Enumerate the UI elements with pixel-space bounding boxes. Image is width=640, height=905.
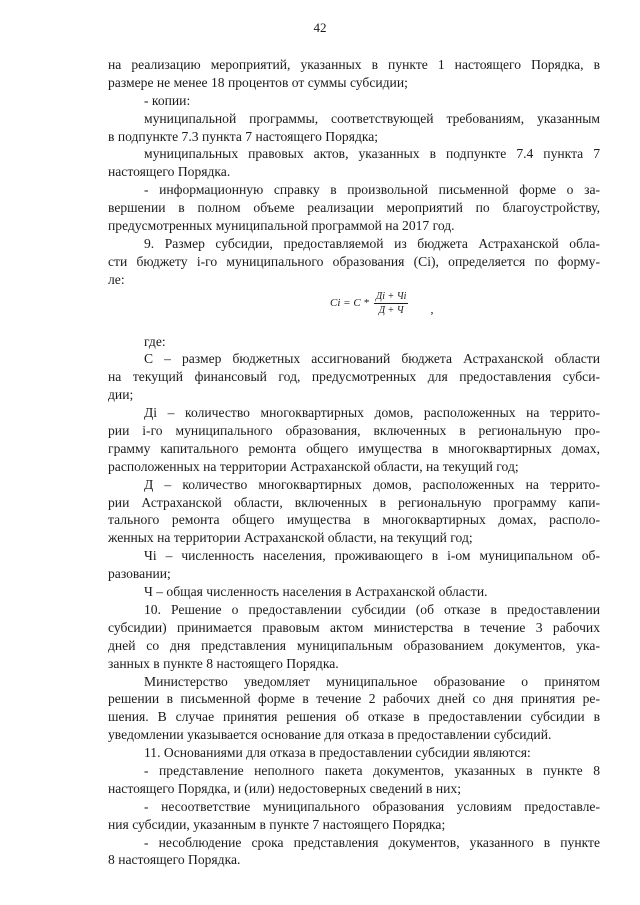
text-line: - несоблюдение срока представления документов, указанного в пункте <box>144 834 600 850</box>
text-line: размере не менее 18 процентов от суммы субсидии; <box>108 74 408 90</box>
text-line: расположенных на территории Астраханской области, на текущий год; <box>108 458 519 474</box>
text-line: шения. В случае принятия решения об отказе в предоставлении субсидии в <box>108 709 600 725</box>
text-line: - копии: <box>144 92 191 108</box>
formula-fraction <box>374 291 409 316</box>
text-line: 9. Размер субсидии, предоставляемой из бюджета Астраханской обла- <box>144 235 600 251</box>
text-line: уведомлении указывается основание для отказа в предоставлении субсидий. <box>108 727 552 743</box>
text-line: С – размер бюджетных ассигнований бюджета Астраханской области <box>144 351 600 367</box>
text-line: настоящего Порядка, и (или) недостоверных сведений в них; <box>108 780 461 796</box>
text-line: занных в пункте 8 настоящего Порядка. <box>108 655 339 671</box>
text-line: ле: <box>108 271 125 287</box>
formula-comma: , <box>430 301 434 316</box>
text-line: на текущий финансовый год, предусмотренных для предоставления субси- <box>108 369 600 385</box>
formula-numerator: Дi + Чi <box>375 290 407 302</box>
text-line: где: <box>144 333 166 349</box>
text-line: тального ремонта общего имущества в многоквартирных домах, располо- <box>108 512 600 528</box>
text-line: муниципальной программы, соответствующей требованиям, указанным <box>144 110 600 126</box>
text-line: муниципальных правовых актов, указанных в подпункте 7.4 пункта 7 <box>144 146 600 162</box>
text-after-formula <box>108 333 600 870</box>
text-line: - несоответствие муниципального образования условиям предоставле- <box>144 798 600 814</box>
text-line: настоящего Порядка. <box>108 164 231 180</box>
text-before-formula <box>108 56 600 289</box>
page-number: 42 <box>313 20 327 35</box>
text-line: на реализацию мероприятий, указанных в пункте 1 настоящего Порядка, в <box>108 57 600 72</box>
text-line: Министерство уведомляет муниципальное образование о принятом <box>144 673 600 689</box>
formula-denominator: Д + Ч <box>378 304 404 316</box>
text-line: женных на территории Астраханской области, на текущий год; <box>108 530 473 546</box>
text-line: разовании; <box>108 566 171 582</box>
formula-lhs: Сi = С * <box>330 297 369 310</box>
text-line: Дi – количество многоквартирных домов, расположенных на террито- <box>144 405 600 421</box>
text-line: 8 настоящего Порядка. <box>108 852 241 868</box>
text-line: Ч – общая численность населения в Астраханской области. <box>144 584 488 600</box>
text-line: 11. Основаниями для отказа в предоставлении субсидии являются: <box>144 745 531 761</box>
document-body <box>108 56 600 869</box>
text-line: дней со дня представления муниципальным образованием документов, ука- <box>108 637 600 653</box>
text-line: рии Астраханской области, включенных в региональную программу капи- <box>108 494 600 510</box>
text-line: вершении в полном объеме реализации мероприятий по благоустройству, <box>108 200 600 216</box>
text-line: дии; <box>108 387 134 403</box>
text-line: предусмотренных муниципальной программой на 2017 год. <box>108 218 455 234</box>
text-line: решении в письменной форме в течение 2 рабочих дней со дня принятия ре- <box>108 691 600 707</box>
text-line: Д – количество многоквартирных домов, расположенных на террито- <box>144 476 600 492</box>
text-line: в подпункте 7.3 пункта 7 настоящего Порядка; <box>108 128 379 144</box>
text-line: - представление неполного пакета документов, указанных в пункте 8 <box>144 762 600 778</box>
text-line: ния субсидии, указанным в пункте 7 настоящего Порядка; <box>108 816 446 832</box>
subsidy-formula <box>108 289 600 333</box>
text-line: Чi – численность населения, проживающего в i-ом муниципальном об- <box>144 548 600 564</box>
text-line: 10. Решение о предоставлении субсидии (об отказе в предоставлении <box>144 601 600 617</box>
text-line: рии i-го муниципального образования, включенных в региональную про- <box>108 423 600 439</box>
text-line: субсидии) принимается правовым актом министерства в течение 3 рабочих <box>108 619 600 635</box>
text-line: грамму капитального ремонта общего имущества в многоквартирных домах, <box>108 440 600 456</box>
text-line: - информационную справку в произвольной письменной форме о за- <box>144 182 600 198</box>
text-line: сти бюджету i-го муниципального образования (Сi), определяется по форму- <box>108 253 600 269</box>
